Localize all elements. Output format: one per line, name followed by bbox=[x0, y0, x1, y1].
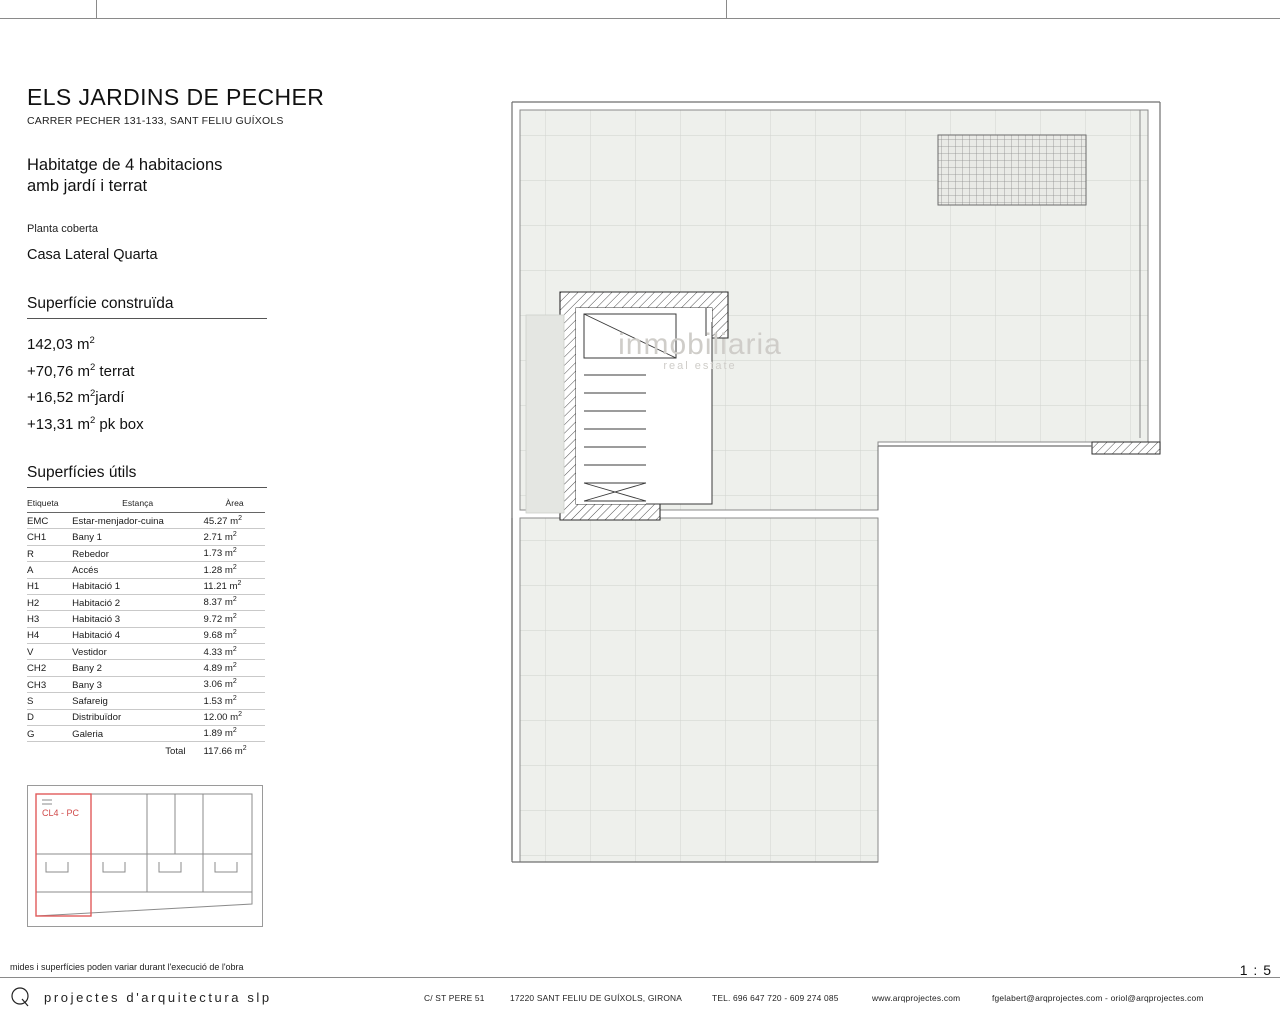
scale-label: 1 : 5 bbox=[1239, 962, 1272, 978]
room-area: 4.33 $m^2$ bbox=[203, 644, 265, 660]
room-area: 8.37 $m^2$ bbox=[203, 594, 265, 610]
room-label: R bbox=[27, 545, 72, 561]
footer-address: C/ ST PERE 51 bbox=[424, 993, 485, 1003]
built-area-row bbox=[27, 410, 327, 437]
frame-divider-left bbox=[96, 0, 97, 18]
room-label: G bbox=[27, 725, 72, 741]
room-area: 2.71 $m^2$ bbox=[203, 529, 265, 545]
studio-logo-icon bbox=[10, 986, 32, 1008]
table-row bbox=[27, 725, 265, 741]
room-area: 1.28 $m^2$ bbox=[203, 562, 265, 578]
room-area: 1.73 $m^2$ bbox=[203, 545, 265, 561]
table-row bbox=[27, 578, 265, 594]
room-area: 12.00 $m^2$ bbox=[203, 709, 265, 725]
sheet-top-frame bbox=[0, 0, 1280, 19]
firm-name: projectes d'arquitectura slp bbox=[44, 990, 272, 1005]
table-row bbox=[27, 594, 265, 610]
room-name: Safareig bbox=[72, 693, 203, 709]
built-area-list bbox=[27, 330, 327, 436]
table-row bbox=[27, 513, 265, 529]
room-area: 1.89 $m^2$ bbox=[203, 725, 265, 741]
room-name: Habitació 2 bbox=[72, 594, 203, 610]
room-label: CH3 bbox=[27, 676, 72, 692]
built-area-row bbox=[27, 357, 327, 384]
plan-level: Planta coberta bbox=[27, 223, 98, 235]
built-area-row bbox=[27, 383, 327, 410]
room-area: 11.21 $m^2$ bbox=[203, 578, 265, 594]
key-plan-label: CL4 - PC bbox=[42, 808, 80, 818]
table-total-row bbox=[27, 742, 265, 759]
room-name: Bany 3 bbox=[72, 676, 203, 692]
room-name: Vestidor bbox=[72, 644, 203, 660]
built-area-value: 142,03 m bbox=[27, 336, 90, 353]
key-plan bbox=[27, 785, 263, 927]
room-area: 1.53 $m^2$ bbox=[203, 693, 265, 709]
built-area-heading: Superfície construïda bbox=[27, 295, 267, 319]
built-area-sup: 2 bbox=[89, 414, 96, 426]
room-label: A bbox=[27, 562, 72, 578]
room-label: H2 bbox=[27, 594, 72, 610]
column-header-label: Etiqueta bbox=[27, 497, 72, 513]
room-area: 3.06 $m^2$ bbox=[203, 676, 265, 692]
built-area-row bbox=[27, 330, 327, 357]
footer-phone: TEL. 696 647 720 - 609 274 085 bbox=[712, 993, 839, 1003]
page-title: ELS JARDINS DE PECHER bbox=[27, 84, 325, 110]
housing-type bbox=[27, 155, 327, 197]
built-area-suffix: pk box bbox=[95, 415, 144, 433]
room-area: 9.72 $m^2$ bbox=[203, 611, 265, 627]
footer-emails[interactable]: fgelabert@arqprojectes.com - oriol@arqprojectes.com bbox=[992, 993, 1204, 1003]
table-row bbox=[27, 693, 265, 709]
room-label: V bbox=[27, 644, 72, 660]
table-row bbox=[27, 709, 265, 725]
footer-website[interactable]: www.arqprojectes.com bbox=[872, 993, 961, 1003]
room-label: EMC bbox=[27, 513, 72, 529]
table-header-row bbox=[27, 497, 265, 513]
page-subtitle: CARRER PECHER 131-133, SANT FELIU GUÍXOLS bbox=[27, 115, 284, 127]
built-area-value: +70,76 m bbox=[27, 362, 90, 380]
table-row bbox=[27, 545, 265, 561]
built-area-sup: 2 bbox=[89, 335, 95, 346]
table-row bbox=[27, 529, 265, 545]
built-area-value: +16,52 m bbox=[27, 389, 90, 406]
frame-divider-right bbox=[726, 0, 727, 18]
table-row bbox=[27, 676, 265, 692]
built-area-sup: 2 bbox=[89, 388, 96, 399]
table-row bbox=[27, 644, 265, 660]
room-name: Distribuïdor bbox=[72, 709, 203, 725]
room-label: H1 bbox=[27, 578, 72, 594]
room-name: Bany 1 bbox=[72, 529, 203, 545]
key-plan-diagram bbox=[28, 786, 260, 924]
column-header-room: Estança bbox=[72, 497, 203, 513]
built-area-suffix: terrat bbox=[95, 362, 135, 380]
floor-plan-drawing bbox=[500, 90, 1180, 890]
table-row bbox=[27, 627, 265, 643]
room-area: 45.27 $m^2$ bbox=[203, 513, 265, 529]
room-name: Estar-menjador-cuina bbox=[72, 513, 203, 529]
room-area: 4.89 $m^2$ bbox=[203, 660, 265, 676]
room-label: D bbox=[27, 709, 72, 725]
info-panel bbox=[27, 84, 327, 759]
table-row bbox=[27, 562, 265, 578]
watermark-primary: inmobiliaria bbox=[618, 328, 782, 361]
room-name: Habitació 1 bbox=[72, 578, 203, 594]
room-label: H3 bbox=[27, 611, 72, 627]
room-name: Rebedor bbox=[72, 545, 203, 561]
room-name: Accés bbox=[72, 562, 203, 578]
roof-plan-svg bbox=[500, 90, 1180, 890]
unit-name: Casa Lateral Quarta bbox=[27, 247, 158, 263]
table-row bbox=[27, 660, 265, 676]
footer-bar bbox=[0, 978, 1280, 1024]
watermark-secondary: real estate bbox=[663, 360, 737, 372]
useful-areas-heading: Superfícies útils bbox=[27, 464, 267, 488]
room-name: Bany 2 bbox=[72, 660, 203, 676]
useful-areas-body bbox=[27, 513, 265, 760]
table-row bbox=[27, 611, 265, 627]
useful-areas-table bbox=[27, 497, 265, 759]
column-header-area: Àrea bbox=[203, 497, 265, 513]
housing-type-line1: Habitatge de 4 habitacions bbox=[27, 156, 223, 174]
room-label: CH1 bbox=[27, 529, 72, 545]
built-area-suffix: jardí bbox=[95, 389, 125, 406]
total-label: Total bbox=[72, 742, 203, 759]
room-label: S bbox=[27, 693, 72, 709]
room-name: Galeria bbox=[72, 725, 203, 741]
room-area: 9.68 $m^2$ bbox=[203, 627, 265, 643]
footer-city: 17220 SANT FELIU DE GUÍXOLS, GIRONA bbox=[510, 993, 683, 1003]
room-label: H4 bbox=[27, 627, 72, 643]
total-area: 117.66 $m^2$ bbox=[203, 742, 265, 759]
footer-disclaimer: mides i superfícies poden variar durant l'execució de l'obra bbox=[10, 962, 244, 972]
built-area-value: +13,31 m bbox=[27, 415, 90, 433]
built-area-sup: 2 bbox=[89, 361, 96, 373]
room-name: Habitació 4 bbox=[72, 627, 203, 643]
housing-type-line2: amb jardí i terrat bbox=[27, 177, 148, 195]
room-name: Habitació 3 bbox=[72, 611, 203, 627]
room-label: CH2 bbox=[27, 660, 72, 676]
